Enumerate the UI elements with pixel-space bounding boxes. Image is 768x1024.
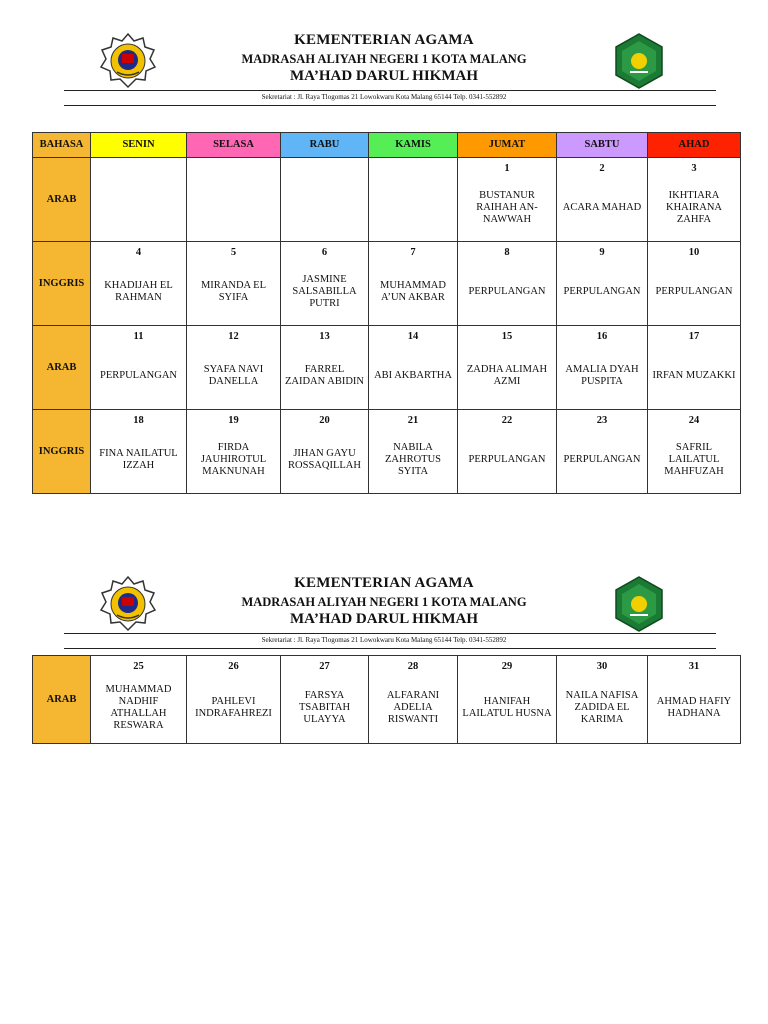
assignee-name: MIRANDA EL SYIFA	[200, 279, 267, 303]
day-cell	[91, 158, 187, 242]
date-number	[281, 163, 368, 177]
col-rabu: RABU	[281, 133, 369, 158]
day-cell	[369, 242, 458, 326]
table-row	[33, 158, 741, 242]
day-cell	[458, 326, 557, 410]
table-row	[33, 242, 741, 326]
day-cell	[281, 242, 369, 326]
col-ahad: AHAD	[648, 133, 741, 158]
assignee-name: AMALIA DYAH PUSPITA	[565, 363, 639, 387]
date-number: 5	[230, 247, 237, 258]
assignee-name: PAHLEVI INDRAFAHREZI	[195, 695, 272, 719]
assignee-name: JASMINE SALSABILLA PUTRI	[292, 273, 357, 309]
date-number: 25	[133, 661, 144, 672]
day-cell	[458, 656, 557, 744]
header-row	[33, 133, 741, 158]
assignee-name: AHMAD HAFIY HADHANA	[656, 695, 732, 719]
date-number: 9	[599, 247, 605, 258]
date-number: 17	[688, 331, 700, 342]
school-name: MADRASAH ALIYAH NEGERI 1 KOTA MALANG	[241, 52, 527, 66]
day-cell	[458, 410, 557, 494]
language-cell: ARAB	[33, 326, 91, 410]
date-number: 18	[133, 415, 144, 426]
assignee-name: SYAFA NAVI DANELLA	[203, 363, 264, 387]
col-sabtu: SABTU	[557, 133, 648, 158]
date-number: 13	[319, 331, 330, 342]
day-cell	[648, 656, 741, 744]
date-number: 11	[133, 331, 144, 342]
date-number: 22	[501, 415, 513, 426]
date-number: 16	[596, 331, 608, 342]
assignee-name: BUSTANUR RAIHAH AN-NAWWAH	[476, 189, 538, 225]
language-cell: ARAB	[33, 656, 91, 744]
assignee-name: HANIFAH LAILATUL HUSNA	[462, 695, 552, 719]
assignee-name: PERPULANGAN	[468, 453, 546, 465]
date-number: 28	[407, 661, 419, 672]
header-rule-top	[64, 633, 716, 634]
day-cell	[187, 656, 281, 744]
assignee-name: PERPULANGAN	[655, 285, 733, 297]
date-number: 21	[407, 415, 419, 426]
col-kamis: KAMIS	[369, 133, 458, 158]
assignee-name: ALFARANI ADELIA RISWANTI	[386, 689, 440, 725]
assignee-name	[187, 178, 280, 237]
assignee-name: IRFAN MUZAKKI	[652, 369, 736, 381]
day-cell	[557, 656, 648, 744]
assignee-name: FARREL ZAIDAN ABIDIN	[284, 363, 365, 387]
day-cell	[187, 326, 281, 410]
date-number: 8	[504, 247, 510, 258]
date-number	[187, 163, 280, 177]
assignee-name: FIRDA JAUHIROTUL MAKNUNAH	[200, 441, 267, 477]
assignee-name: PERPULANGAN	[468, 285, 546, 297]
assignee-name: NAILA NAFISA ZADIDA EL KARIMA	[565, 689, 639, 725]
day-cell	[557, 326, 648, 410]
day-cell	[91, 656, 187, 744]
date-number: 4	[135, 247, 142, 258]
assignee-name: FARSYA TSABITAH ULAYYA	[298, 689, 351, 725]
day-cell	[648, 242, 741, 326]
assignee-name: MUHAMMAD A’UN AKBAR	[380, 279, 446, 303]
assignee-name: FINA NAILATUL IZZAH	[99, 447, 178, 471]
day-cell	[281, 326, 369, 410]
col-bahasa: BAHASA	[33, 133, 91, 158]
assignee-name: IKHTIARA KHAIRANA ZAHFA	[666, 189, 722, 225]
date-number: 29	[501, 661, 513, 672]
col-jumat: JUMAT	[458, 133, 557, 158]
schedule-table-2	[32, 655, 741, 744]
day-cell	[458, 158, 557, 242]
assignee-name	[369, 178, 457, 237]
assignee-name: SAFRIL LAILATUL MAHFUZAH	[664, 441, 724, 477]
day-cell	[91, 410, 187, 494]
date-number: 27	[319, 661, 330, 672]
date-number	[369, 163, 457, 177]
mahad-name: MA’HAD DARUL HIKMAH	[289, 611, 479, 627]
day-cell	[458, 242, 557, 326]
man1-malang-emblem-icon	[610, 575, 668, 633]
assignee-name: ABI AKBARTHA	[374, 369, 452, 381]
table-row	[33, 326, 741, 410]
assignee-name	[91, 178, 186, 237]
schedule-table-1	[32, 132, 741, 494]
table-row	[33, 656, 741, 744]
assignee-name: PERPULANGAN	[99, 369, 177, 381]
day-cell	[281, 656, 369, 744]
language-cell: INGGRIS	[33, 242, 91, 326]
day-cell	[557, 242, 648, 326]
address-line: Sekretariat : Jl. Raya Tlogomas 21 Lowokwaru Kota Malang 65144 Telp. 0341-552892	[261, 636, 507, 644]
date-number: 2	[599, 163, 605, 174]
assignee-name: ZADHA ALIMAH AZMI	[466, 363, 548, 387]
date-number: 24	[688, 415, 700, 426]
ministry-title: KEMENTERIAN AGAMA	[294, 575, 474, 591]
day-cell	[648, 158, 741, 242]
date-number: 10	[688, 247, 700, 258]
day-cell	[187, 410, 281, 494]
assignee-name: MUHAMMAD NADHIF ATHALLAH RESWARA	[105, 683, 172, 731]
mahad-name: MA’HAD DARUL HIKMAH	[289, 68, 479, 84]
man1-malang-emblem-icon	[610, 32, 668, 90]
date-number: 20	[319, 415, 330, 426]
letterhead-1	[0, 30, 768, 130]
header-rule-top	[64, 90, 716, 91]
col-senin: SENIN	[91, 133, 187, 158]
col-selasa: SELASA	[187, 133, 281, 158]
header-rule-bottom	[64, 105, 716, 106]
day-cell	[369, 656, 458, 744]
date-number: 14	[407, 331, 419, 342]
assignee-name: PERPULANGAN	[563, 453, 641, 465]
day-cell	[187, 158, 281, 242]
day-cell	[557, 158, 648, 242]
ministry-title: KEMENTERIAN AGAMA	[294, 32, 474, 48]
day-cell	[369, 410, 458, 494]
day-cell	[281, 158, 369, 242]
day-cell	[369, 158, 458, 242]
day-cell	[91, 326, 187, 410]
date-number: 12	[228, 331, 239, 342]
assignee-name	[281, 178, 368, 237]
assignee-name: NABILA ZAHROTUS SYITA	[384, 441, 441, 477]
date-number: 26	[228, 661, 239, 672]
address-line: Sekretariat : Jl. Raya Tlogomas 21 Lowokwaru Kota Malang 65144 Telp. 0341-552892	[261, 93, 507, 101]
day-cell	[369, 326, 458, 410]
table-row	[33, 410, 741, 494]
language-cell: INGGRIS	[33, 410, 91, 494]
date-number: 15	[501, 331, 513, 342]
date-number	[91, 163, 186, 177]
day-cell	[557, 410, 648, 494]
language-cell: ARAB	[33, 158, 91, 242]
school-name: MADRASAH ALIYAH NEGERI 1 KOTA MALANG	[241, 595, 527, 609]
day-cell	[648, 326, 741, 410]
day-cell	[91, 242, 187, 326]
assignee-name: PERPULANGAN	[563, 285, 641, 297]
date-number: 23	[596, 415, 608, 426]
date-number: 31	[688, 661, 700, 672]
day-cell	[187, 242, 281, 326]
date-number: 7	[410, 247, 416, 258]
day-cell	[281, 410, 369, 494]
date-number: 19	[228, 415, 239, 426]
day-cell	[648, 410, 741, 494]
date-number: 6	[321, 247, 328, 258]
assignee-name: ACARA MAHAD	[562, 201, 642, 213]
date-number: 30	[596, 661, 608, 672]
header-rule-bottom	[64, 648, 716, 649]
assignee-name: KHADIJAH EL RAHMAN	[104, 279, 173, 303]
assignee-name: JIHAN GAYU ROSSAQILLAH	[288, 447, 361, 471]
date-number: 3	[691, 163, 697, 174]
date-number: 1	[504, 163, 510, 174]
